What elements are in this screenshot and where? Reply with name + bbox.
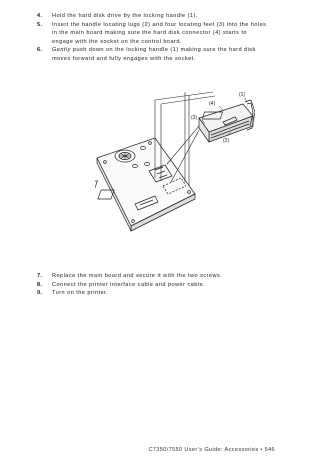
step-text: push down on the locking handle (1) making sure the hard disk moves forward and fully engages with the socket. xyxy=(52,47,256,62)
hard-disk-installation-diagram xyxy=(95,86,255,254)
step-emphasis: Gently xyxy=(52,47,71,54)
step-number: 7. xyxy=(37,273,43,279)
main-board xyxy=(97,138,195,231)
page-footer: C7350/7550 User’s Guide: Accessories • 546 xyxy=(148,447,275,453)
step-text: Replace the main board and secure it with the two screws. xyxy=(52,273,223,279)
step-text: Hold the hard disk drive by the locking handle (1). xyxy=(52,13,198,19)
step-4 xyxy=(0,12,300,21)
hard-disk-drive xyxy=(199,104,253,142)
step-number: 8. xyxy=(37,281,43,288)
instruction-steps-bottom xyxy=(0,272,300,298)
step-number: 5. xyxy=(37,21,43,28)
step-text: Turn on the printer. xyxy=(52,290,109,297)
step-8 xyxy=(0,281,300,290)
step-text: Connect the printer interface cable and power cable. xyxy=(52,281,206,288)
callout-2-label: (2) xyxy=(223,138,230,144)
step-6 xyxy=(0,46,300,63)
callout-1-label: (1) xyxy=(239,92,246,98)
step-number: 9. xyxy=(37,290,43,297)
instruction-steps-top xyxy=(0,12,300,64)
step-number: 4. xyxy=(37,13,43,19)
step-text: Insert the handle locating lugs (2) and four locating feet (3) into the holes in the main board making sure the hard disk connector (4) starts to engage with the socket on the control board. xyxy=(52,21,267,45)
step-5 xyxy=(0,21,300,47)
step-9 xyxy=(0,289,300,298)
callout-4-label: (4) xyxy=(209,101,216,107)
step-number: 6. xyxy=(37,47,43,54)
step-7 xyxy=(0,272,300,281)
callout-3-label: (3) xyxy=(191,115,198,121)
